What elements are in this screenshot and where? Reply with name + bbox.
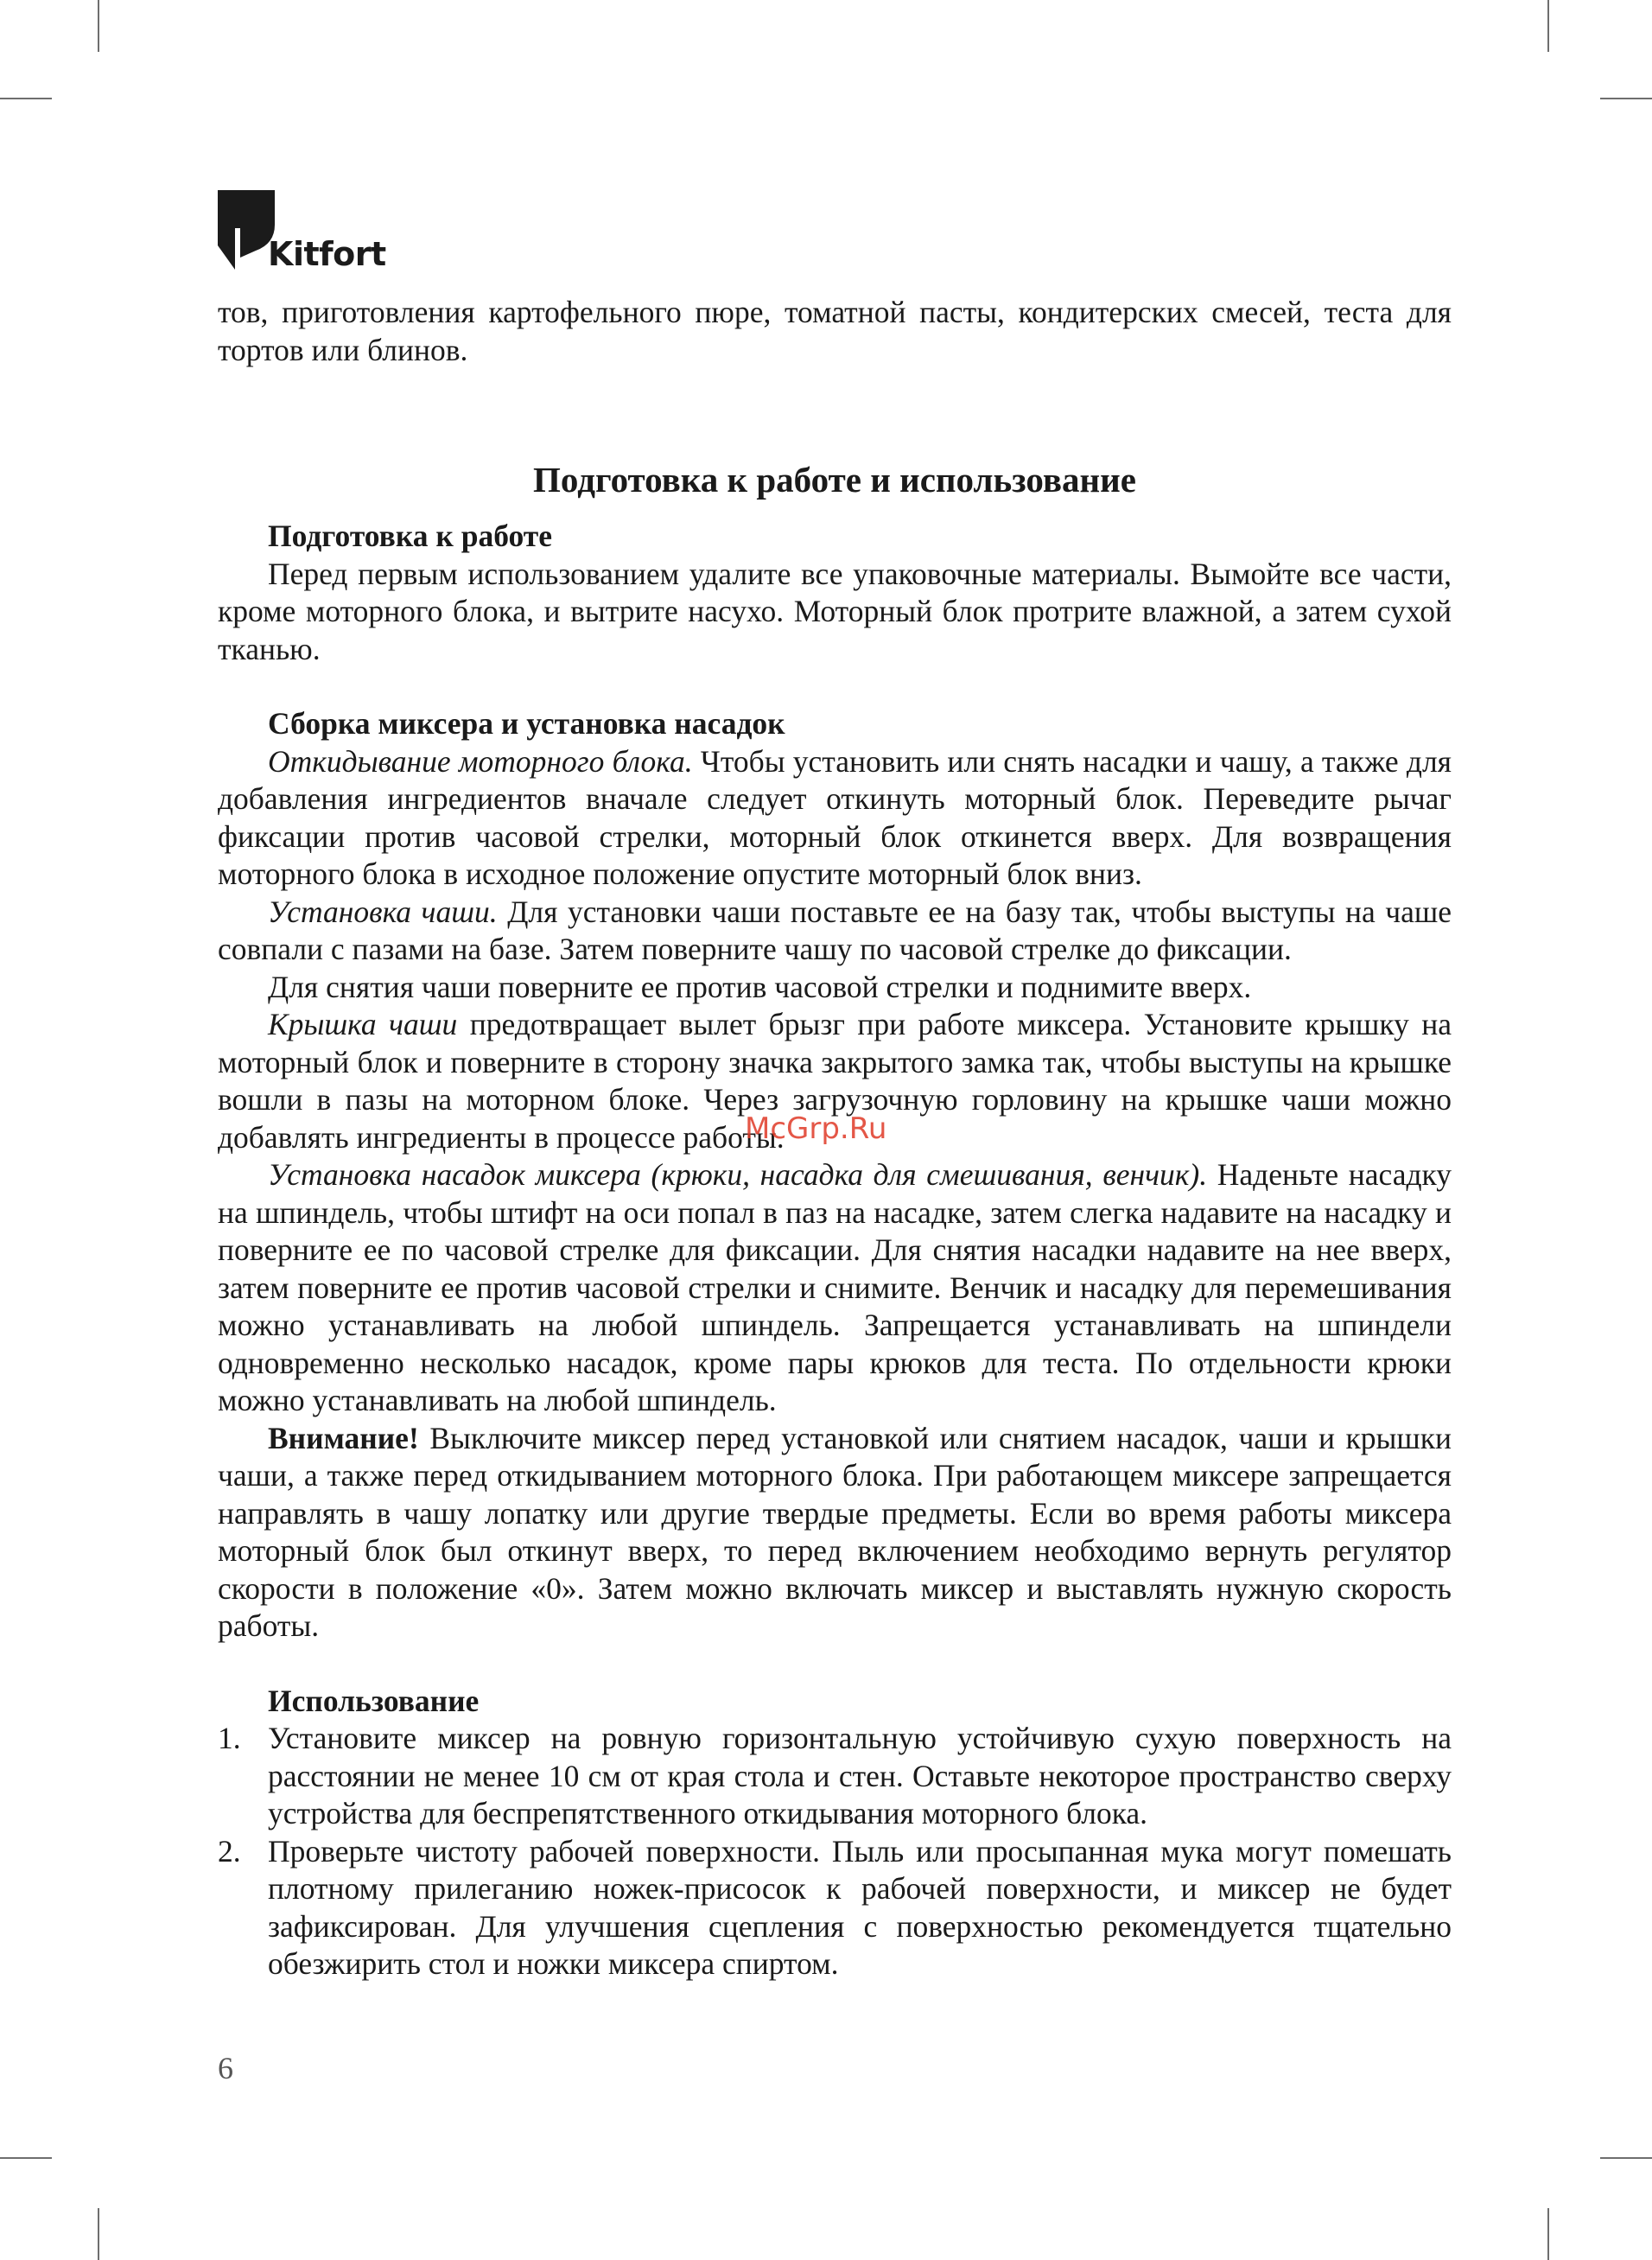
crop-mark	[0, 98, 52, 99]
prep-subheading: Подготовка к работе	[268, 519, 552, 553]
assembly-paragraph-1: Откидывание моторного блока. Чтобы установить или снять насадки и чашу, а также для добавления ингредиентов вначале следует откинуть моторный блок. Переведите рычаг фиксации против часовой стрелки, моторный блок откинется вверх. Для возвращения моторного блока в исходное положение опустите моторный блок вниз.	[218, 743, 1452, 891]
list-item: 2. Проверьте чистоту рабочей поверхности. Пыль или просыпанная мука могут помешать плотному прилеганию ножек-присосок к рабочей поверхности, и миксер не будет зафиксирован. Для улучшения сцепления с поверхностью рекомендуется тщательно обезжирить стол и ножки миксера спиртом.	[218, 1833, 1452, 1981]
list-item: 1. Установите миксер на ровную горизонтальную устойчивую сухую поверхность на расстоянии не менее 10 см от края стола и стен. Оставьте некоторое пространство сверху устройства для беспрепятственного откидывания моторного блока.	[218, 1721, 1452, 1830]
list-number: 1.	[218, 1721, 241, 1755]
usage-subheading: Использование	[268, 1683, 480, 1718]
emphasis-text: Крышка чаши	[268, 1007, 458, 1041]
crop-mark	[1600, 2157, 1652, 2159]
assembly-paragraph-2: Установка чаши. Для установки чаши поставьте ее на базу так, чтобы выступы на чаше совпали с пазами на базе. Затем поверните чашу по часовой стрелке до фиксации.	[218, 894, 1452, 966]
crop-mark	[1547, 2208, 1549, 2260]
assembly-paragraph-5: Установка насадок миксера (крюки, насадка для смешивания, венчик). Наденьте насадку на шпиндель, чтобы штифт на оси попал в паз на насадке, затем слегка надавите на насадку и поверните ее по часовой стрелке для фиксации. Для снятия насадки надавите на нее вверх, затем поверните ее против часовой стрелки и снимите. Венчик и насадку для перемешивания можно устанавливать на любой шпиндель. Запрещается устанавливать на шпиндели одновременно несколько насадок, кроме пары крюков для теста. По отдельности крюки можно устанавливать на любой шпиндель.	[218, 1157, 1452, 1417]
intro-paragraph: тов, приготовления картофельного пюре, томатной пасты, кондитерских смесей, теста для тортов или блинов.	[218, 295, 1452, 367]
page-number: 6	[218, 2051, 233, 2085]
crop-mark	[1547, 0, 1549, 52]
crop-mark	[98, 0, 99, 52]
list-number: 2.	[218, 1833, 241, 1868]
warning-paragraph: Внимание! Выключите миксер перед установкой или снятием насадок, чаши и крышки чаши, а также перед откидыванием моторного блока. При работающем миксере запрещается направлять в чашу лопатку или другие твердые предметы. Если во время работы миксера моторный блок был откинут вверх, то перед включением необходимо вернуть регулятор скорости в положение «0». Затем можно включать миксер и выставлять нужную скорость работы.	[218, 1420, 1452, 1643]
assembly-paragraph-4: Крышка чаши предотвращает вылет брызг при работе миксера. Установите крышку на моторный блок и поверните в сторону значка закрытого замка так, чтобы выступы на крышке вошли в пазы на моторном блоке. Через загрузочную горловину на крышке чаши можно добавлять ингредиенты в процессе работы.	[218, 1007, 1452, 1155]
emphasis-text: Откидывание моторного блока.	[268, 743, 693, 779]
crop-mark	[0, 2157, 52, 2159]
watermark: McGrp.Ru	[745, 1111, 887, 1146]
crop-mark	[1600, 98, 1652, 99]
usage-list	[218, 1720, 1452, 1983]
assembly-paragraph-3: Для снятия чаши поверните ее против часовой стрелки и поднимите вверх.	[268, 969, 1252, 1004]
emphasis-text: Установка насадок миксера (крюки, насадка для смешивания, венчик).	[268, 1157, 1208, 1192]
brand-name: Kitfort	[268, 235, 386, 273]
assembly-subheading: Сборка миксера и установка насадок	[268, 706, 785, 741]
emphasis-text: Установка чаши.	[268, 894, 498, 929]
warning-label: Внимание!	[268, 1420, 419, 1455]
prep-paragraph: Перед первым использованием удалите все упаковочные материалы. Вымойте все части, кроме моторного блока, и вытрите насухо. Моторный блок протрите влажной, а затем сухой тканью.	[218, 556, 1452, 666]
section-title: Подготовка к работе и использование	[533, 460, 1136, 500]
crop-mark	[98, 2208, 99, 2260]
